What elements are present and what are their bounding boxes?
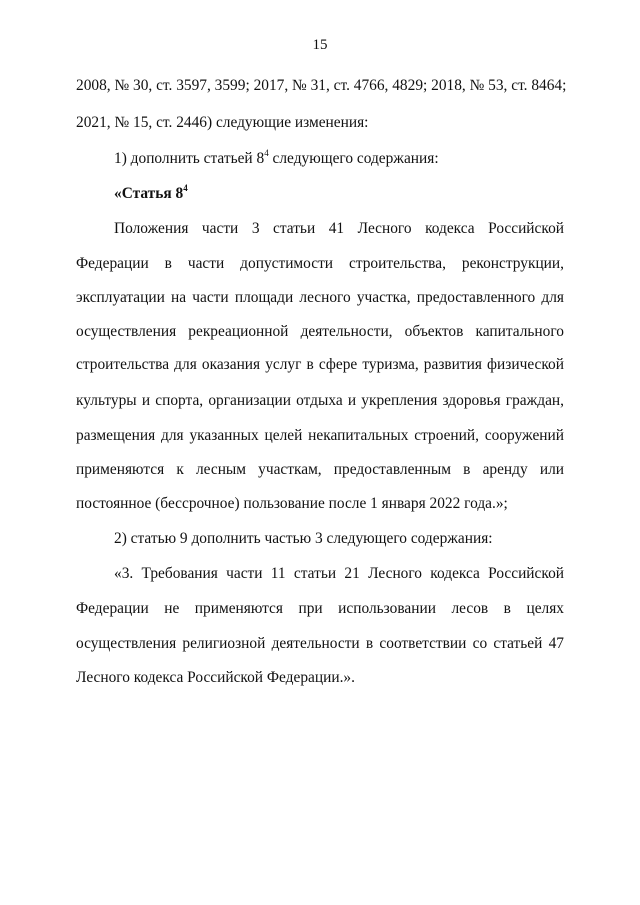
article-heading-text: «Статья 8 xyxy=(114,185,184,202)
text-line: осуществления религиозной деятельности в соответствии со статьей 47 xyxy=(76,635,564,652)
text-line: культуры и спорта, организации отдыха и укрепления здоровья граждан, xyxy=(76,392,564,409)
article-heading xyxy=(114,182,564,203)
text-line: Федерации не применяются при использовании лесов в целях xyxy=(76,600,564,617)
text-line: Положения части 3 статьи 41 Лесного кодекса Российской xyxy=(114,220,564,237)
text-fragment: следующего содержания: xyxy=(268,150,439,167)
text-line: применяются к лесным участкам, предоставленным в аренду или xyxy=(76,461,564,478)
text-line: Федерации в части допустимости строительства, реконструкции, xyxy=(76,255,564,272)
text-line: осуществления рекреационной деятельности, объектов капитального xyxy=(76,323,564,340)
superscript: 4 xyxy=(264,147,269,158)
text-line: «3. Требования части 11 статьи 21 Лесного кодекса Российской xyxy=(114,565,564,582)
page-number: 15 xyxy=(312,37,328,53)
text-line: 2008, № 30, ст. 3597, 3599; 2017, № 31, ст. 4766, 4829; 2018, № 53, ст. 8464; xyxy=(76,77,567,94)
superscript: 4 xyxy=(183,182,188,193)
text-line-item-1 xyxy=(114,147,564,168)
text-line: строительства для оказания услуг в сфере туризма, развития физической xyxy=(76,356,564,373)
text-line: Лесного кодекса Российской Федерации.». xyxy=(76,669,355,686)
text-line: размещения для указанных целей некапитальных строений, сооружений xyxy=(76,427,564,444)
text-fragment: 1) дополнить статьей 8 xyxy=(114,150,265,167)
text-line: постоянное (бессрочное) пользование после 1 января 2022 года.»; xyxy=(76,495,508,512)
text-line: эксплуатации на части площади лесного участка, предоставленного для xyxy=(76,289,564,306)
text-line-item-2: 2) статью 9 дополнить частью 3 следующего содержания: xyxy=(114,530,493,547)
text-line: 2021, № 15, ст. 2446) следующие изменения: xyxy=(76,114,369,131)
